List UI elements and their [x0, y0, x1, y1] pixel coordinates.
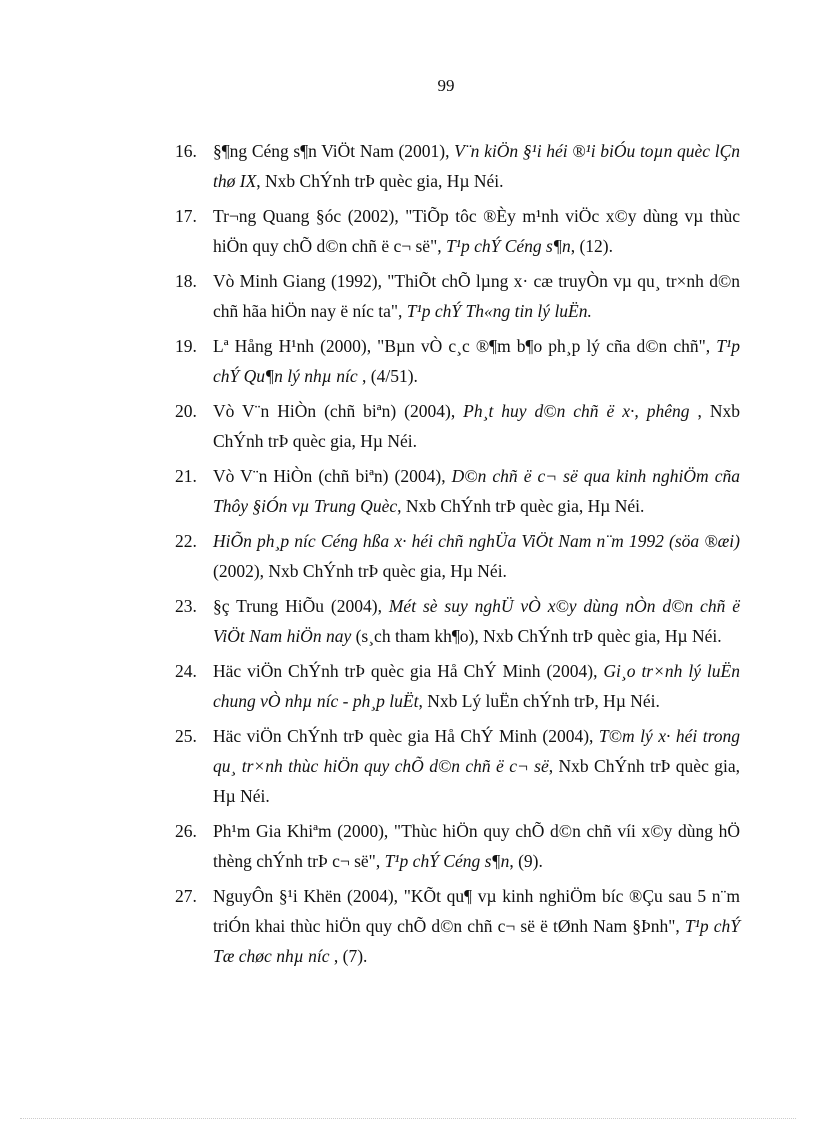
reference-number: 17.: [175, 206, 197, 226]
reference-item: [135, 136, 740, 196]
reference-title-italic: HiÕn ph¸p níc Céng hßa x· héi chñ nghÜa ViÖt Nam n¨m 1992 (söa ®æi): [213, 531, 740, 551]
reference-list: [135, 136, 740, 976]
reference-number: 26.: [175, 821, 197, 841]
reference-item: [135, 201, 740, 261]
reference-text: , Nxb ChÝnh trÞ quèc gia, Hµ Néi.: [213, 756, 740, 806]
reference-title-italic: Mét sè suy nghÜ vÒ x©y dùng nÒn d©n chñ ë ViÖt Nam hiÖn nay: [213, 596, 740, 646]
reference-number: 19.: [175, 336, 197, 356]
reference-text: (2002), Nxb ChÝnh trÞ quèc gia, Hµ Néi.: [213, 561, 507, 581]
reference-text: (s¸ch tham kh¶o), Nxb ChÝnh trÞ quèc gia, Hµ Néi.: [351, 626, 722, 646]
reference-title-italic: T¹p chÝ Céng s¶n: [384, 851, 510, 871]
reference-item: [135, 881, 740, 971]
reference-item: [135, 816, 740, 876]
reference-number: 20.: [175, 401, 197, 421]
reference-title-italic: T¹p chÝ Tæ chøc nhµ níc: [213, 916, 740, 966]
reference-number: 22.: [175, 531, 197, 551]
reference-text: Tr¬ng Quang §óc (2002), "TiÕp tôc ®Èy m¹nh viÖc x©y dùng vµ thùc hiÖn quy chÕ d©n chñ ë c¬ së",: [213, 206, 740, 256]
reference-text: Vò V¨n HiÒn (chñ biªn) (2004),: [213, 401, 464, 421]
reference-title-italic: T¹p chÝ Qu¶n lý nhµ níc: [213, 336, 740, 386]
reference-number: 23.: [175, 596, 197, 616]
reference-number: 24.: [175, 661, 197, 681]
reference-title-italic: T©m lý x· héi trong qu¸ tr×nh thùc hiÖn quy chÕ d©n chñ ë c¬ së: [213, 726, 740, 776]
reference-text: , Nxb ChÝnh trÞ quèc gia, Hµ Néi.: [397, 496, 645, 516]
reference-text: Häc viÖn ChÝnh trÞ quèc gia Hå ChÝ Minh (2004),: [213, 726, 599, 746]
reference-title-italic: Gi¸o tr×nh lý luËn chung vÒ nhµ níc - ph¸p luËt: [213, 661, 740, 711]
reference-title-italic: V¨n kiÖn §¹i héi ®¹i biÓu toµn quèc lÇn thø IX: [213, 141, 740, 191]
reference-text: Häc viÖn ChÝnh trÞ quèc gia Hå ChÝ Minh (2004),: [213, 661, 604, 681]
reference-title-italic: T¹p chÝ Céng s¶n: [445, 236, 571, 256]
reference-item: [135, 591, 740, 651]
reference-text: §¶ng Céng s¶n ViÖt Nam (2001),: [213, 141, 455, 161]
reference-item: [135, 656, 740, 716]
reference-item: [135, 526, 740, 586]
reference-text: , (12).: [570, 236, 614, 256]
reference-number: 27.: [175, 886, 197, 906]
reference-text: , (9).: [509, 851, 543, 871]
reference-item: [135, 396, 740, 456]
reference-text: , Nxb ChÝnh trÞ quèc gia, Hµ Néi.: [256, 171, 504, 191]
page-bottom-divider: [20, 1118, 796, 1119]
reference-text: NguyÔn §¹i Khën (2004), "KÕt qu¶ vµ kinh nghiÖm bíc ®Çu sau 5 n¨m triÓn khai thùc hiÖn quy chÕ d©n chñ c¬ së ë tØnh Nam §Þnh",: [213, 886, 740, 936]
reference-number: 25.: [175, 726, 197, 746]
reference-title-italic: Ph¸t huy d©n chñ ë x·, phêng: [463, 401, 690, 421]
reference-item: [135, 331, 740, 391]
reference-text: Vò V¨n HiÒn (chñ biªn) (2004),: [213, 466, 452, 486]
reference-item: [135, 266, 740, 326]
reference-number: 18.: [175, 271, 197, 291]
reference-title-italic: T¹p chÝ Th«ng tin lý luËn.: [406, 301, 592, 321]
reference-text: Lª Hång H¹nh (2000), "Bµn vÒ c¸c ®¶m b¶o ph¸p lý cña d©n chñ",: [213, 336, 717, 356]
reference-number: 16.: [175, 141, 197, 161]
reference-text: , Nxb Lý luËn chÝnh trÞ, Hµ Néi.: [418, 691, 660, 711]
reference-text: , (4/51).: [357, 366, 418, 386]
reference-number: 21.: [175, 466, 197, 486]
reference-text: Vò Minh Giang (1992), "ThiÕt chÕ lµng x· cæ truyÒn vµ qu¸ tr×nh d©n chñ hãa hiÖn nay ë níc ta",: [213, 271, 740, 321]
reference-text: §ç Trung HiÕu (2004),: [213, 596, 389, 616]
page-number: 99: [437, 76, 455, 95]
reference-text: Ph¹m Gia Khiªm (2000), "Thùc hiÖn quy chÕ d©n chñ víi x©y dùng hÖ thèng chÝnh trÞ c¬ së",: [213, 821, 740, 871]
reference-item: [135, 461, 740, 521]
reference-text: , Nxb ChÝnh trÞ quèc gia, Hµ Néi.: [213, 401, 740, 451]
reference-text: , (7).: [329, 946, 368, 966]
reference-title-italic: D©n chñ ë c¬ së qua kinh nghiÖm cña Thôy §iÓn vµ Trung Quèc: [213, 466, 740, 516]
reference-item: [135, 721, 740, 811]
